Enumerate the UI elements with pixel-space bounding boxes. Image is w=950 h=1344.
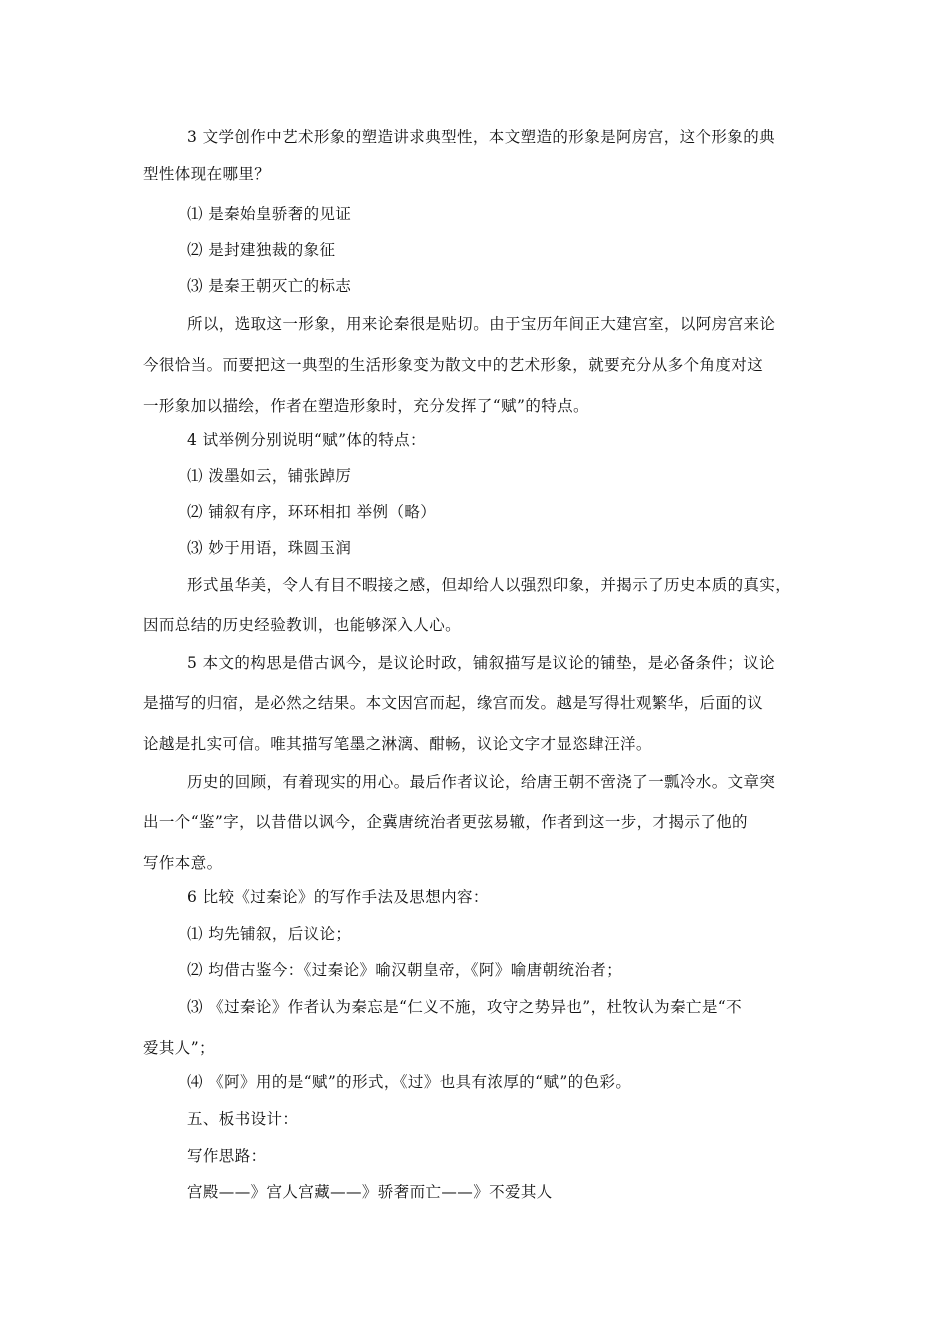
point-3-line-1: ⑶ 《过秦论》作者认为秦忘是“仁义不施，攻守之势异也”，杜牧认为秦亡是“不 xyxy=(187,998,743,1016)
paragraph-line: 因而总结的历史经验教训，也能够深入人心。 xyxy=(143,616,462,634)
paragraph-line: 写作本意。 xyxy=(143,854,223,872)
paragraph-line: 历史的回顾，有着现实的用心。最后作者议论，给唐王朝不啻浇了一瓢冷水。文章突 xyxy=(187,773,776,791)
point-2: ⑵ 铺叙有序，环环相扣 举例（略） xyxy=(187,503,437,521)
flow-line: 宫殿——》宫人宫藏——》骄奢而亡——》不爱其人 xyxy=(187,1183,553,1201)
question-5-line-2: 是描写的归宿，是必然之结果。本文因宫而起，缘宫而发。越是写得壮观繁华，后面的议 xyxy=(143,694,764,712)
question-5-line-3: 论越是扎实可信。唯其描写笔墨之淋漓、酣畅，议论文字才显恣肆汪洋。 xyxy=(143,735,652,753)
subheading: 写作思路： xyxy=(187,1147,267,1165)
point-1: ⑴ 是秦始皇骄奢的见证 xyxy=(187,205,352,223)
question-3-line-2: 型性体现在哪里？ xyxy=(143,165,271,183)
question-6: 6 比较《过秦论》的写作手法及思想内容： xyxy=(187,888,489,906)
point-4: ⑷ 《阿》用的是“赋”的形式，《过》也具有浓厚的“赋”的色彩。 xyxy=(187,1073,632,1091)
point-2: ⑵ 是封建独裁的象征 xyxy=(187,241,336,259)
point-3: ⑶ 是秦王朝灭亡的标志 xyxy=(187,277,352,295)
point-3-line-2: 爱其人”； xyxy=(143,1039,215,1057)
paragraph-line: 出一个“鉴”字，以昔借以讽今，企冀唐统治者更弦易辙，作者到这一步，才揭示了他的 xyxy=(143,813,748,831)
point-1: ⑴ 均先铺叙，后议论； xyxy=(187,925,352,943)
paragraph-line: 今很恰当。而要把这一典型的生活形象变为散文中的艺术形象，就要充分从多个角度对这 xyxy=(143,356,764,374)
section-heading: 五、板书设计： xyxy=(187,1110,299,1128)
paragraph-line: 一形象加以描绘，作者在塑造形象时，充分发挥了“赋”的特点。 xyxy=(143,397,589,415)
paragraph-line: 形式虽华美，令人有目不暇接之感，但却给人以强烈印象，并揭示了历史本质的真实， xyxy=(187,576,792,594)
paragraph-line: 所以，选取这一形象，用来论秦很是贴切。由于宝历年间正大建宫室，以阿房宫来论 xyxy=(187,315,776,333)
point-3: ⑶ 妙于用语，珠圆玉润 xyxy=(187,539,352,557)
point-2: ⑵ 均借古鉴今：《过秦论》喻汉朝皇帝，《阿》喻唐朝统治者； xyxy=(187,961,623,979)
question-3-line-1: 3 文学创作中艺术形象的塑造讲求典型性，本文塑造的形象是阿房宫，这个形象的典 xyxy=(187,128,775,146)
question-5-line-1: 5 本文的构思是借古讽今，是议论时政，铺叙描写是议论的铺垫，是必备条件；议论 xyxy=(187,654,775,672)
point-1: ⑴ 泼墨如云，铺张踔厉 xyxy=(187,467,352,485)
question-4: 4 试举例分别说明“赋”体的特点： xyxy=(187,431,426,449)
